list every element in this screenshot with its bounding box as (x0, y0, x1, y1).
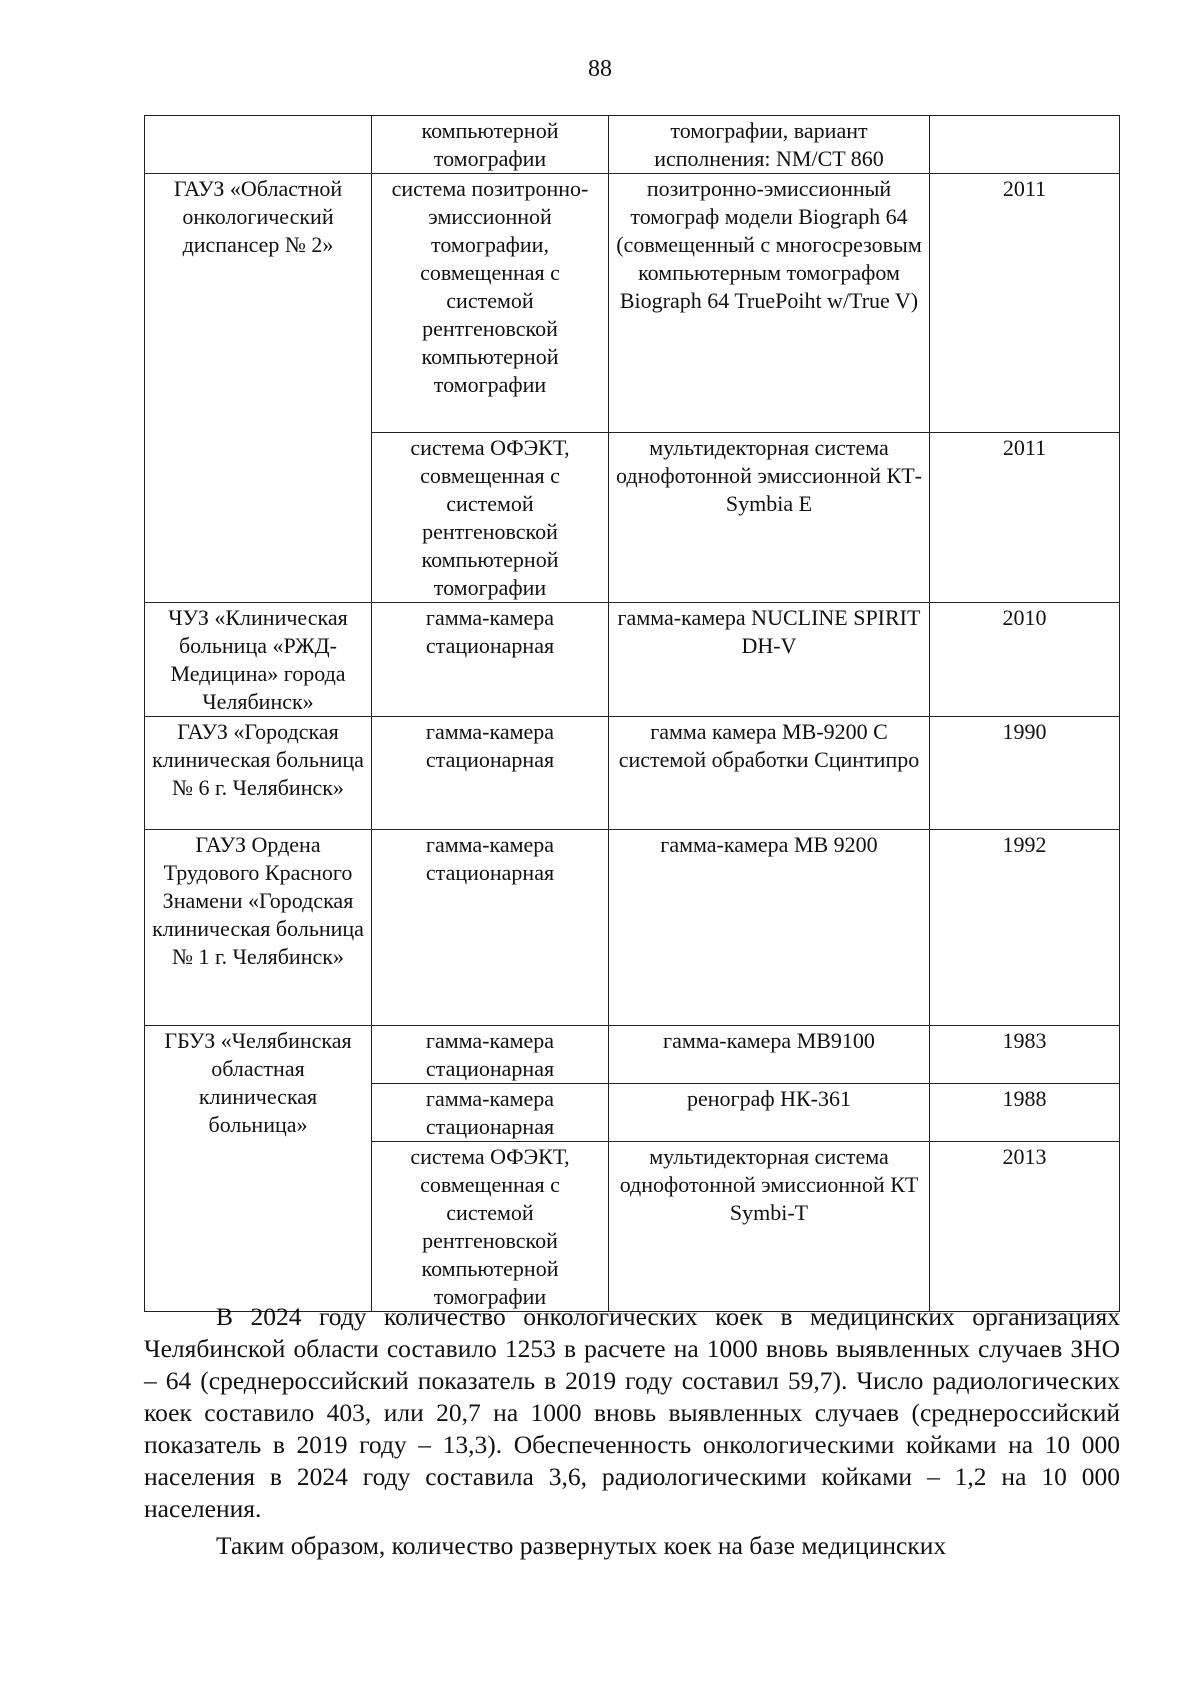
equipment-type-cell: гамма-камера стационарная (372, 1026, 609, 1084)
body-paragraph: В 2024 году количество онкологических коек в медицинских организациях Челябинской области составило 1253 в расчете на 1000 вновь выявленных случаев ЗНО – 64 (среднероссийский показатель в 2019 году составил 59,7). Число радиологических коек составило 403, или 20,7 на 1000 вновь выявленных случаев (среднероссийский показатель в 2019 году – 13,3). Обеспеченность онкологическими койками на 10 000 населения в 2024 году составила 3,6, радиологическими койками – 1,2 на 10 000 населения. (144, 1302, 1120, 1523)
year-cell: 1990 (930, 717, 1120, 830)
model-cell: мультидекторная система однофотонной эмиссионной КТ Symbi-T (609, 1142, 930, 1312)
year-cell: 1983 (930, 1026, 1120, 1084)
org-cell: ГАУЗ «Городская клиническая больница № 6 г. Челябинск» (145, 717, 372, 830)
equipment-type-cell: гамма-камера стационарная (372, 717, 609, 830)
org-cell: ГАУЗ Ордена Трудового Красного Знамени «Городская клиническая больница № 1 г. Челябинск» (145, 830, 372, 1026)
model-cell: гамма-камера NUCLINE SPIRIT DH-V (609, 603, 930, 717)
table-row (145, 830, 1120, 1026)
model-cell: гамма-камера МВ 9200 (609, 830, 930, 1026)
org-cell: ЧУЗ «Клиническая больница «РЖД-Медицина» города Челябинск» (145, 603, 372, 717)
model-cell: мультидекторная система однофотонной эмиссионной КТ-Symbia E (609, 433, 930, 603)
equipment-type-cell: система ОФЭКТ, совмещенная с системой рентгеновской компьютерной томографии (372, 1142, 609, 1312)
page-number: 88 (588, 56, 612, 82)
equipment-type-cell: гамма-камера стационарная (372, 603, 609, 717)
table-row (145, 603, 1120, 717)
table-row (145, 1026, 1120, 1084)
year-cell: 2013 (930, 1142, 1120, 1312)
equipment-type-cell: гамма-камера стационарная (372, 830, 609, 1026)
model-cell: позитронно-эмиссионный томограф модели Biograph 64 (совмещенный с многосрезовым компьютерным томографом Biograph 64 TruePoiht w/True V) (609, 174, 930, 433)
body-paragraph: Таким образом, количество развернутых коек на базе медицинских (216, 1531, 947, 1560)
org-cell: ГБУЗ «Челябинская областная клиническая больница» (145, 1026, 372, 1312)
model-cell: гамма камера МВ-9200 С системой обработки Сцинтипро (609, 717, 930, 830)
org-cell (145, 116, 372, 174)
equipment-type-cell: компьютерной томографии (372, 116, 609, 174)
table-row (145, 174, 1120, 433)
year-cell: 1988 (930, 1084, 1120, 1142)
year-cell: 1992 (930, 830, 1120, 1026)
model-cell: ренограф НК-361 (609, 1084, 930, 1142)
year-cell: 2011 (930, 433, 1120, 603)
year-cell (930, 116, 1120, 174)
year-cell: 2011 (930, 174, 1120, 433)
table-row (145, 116, 1120, 174)
table-row (145, 717, 1120, 830)
equipment-type-cell: система позитронно-эмиссионной томографии, совмещенная с системой рентгеновской компьютерной томографии (372, 174, 609, 433)
year-cell: 2010 (930, 603, 1120, 717)
org-cell: ГАУЗ «Областной онкологический диспансер № 2» (145, 174, 372, 603)
equipment-table (144, 115, 1120, 1312)
equipment-type-cell: гамма-камера стационарная (372, 1084, 609, 1142)
equipment-type-cell: система ОФЭКТ, совмещенная с системой рентгеновской компьютерной томографии (372, 433, 609, 603)
model-cell: томографии, вариант исполнения: NM/CT 860 (609, 116, 930, 174)
model-cell: гамма-камера МВ9100 (609, 1026, 930, 1084)
